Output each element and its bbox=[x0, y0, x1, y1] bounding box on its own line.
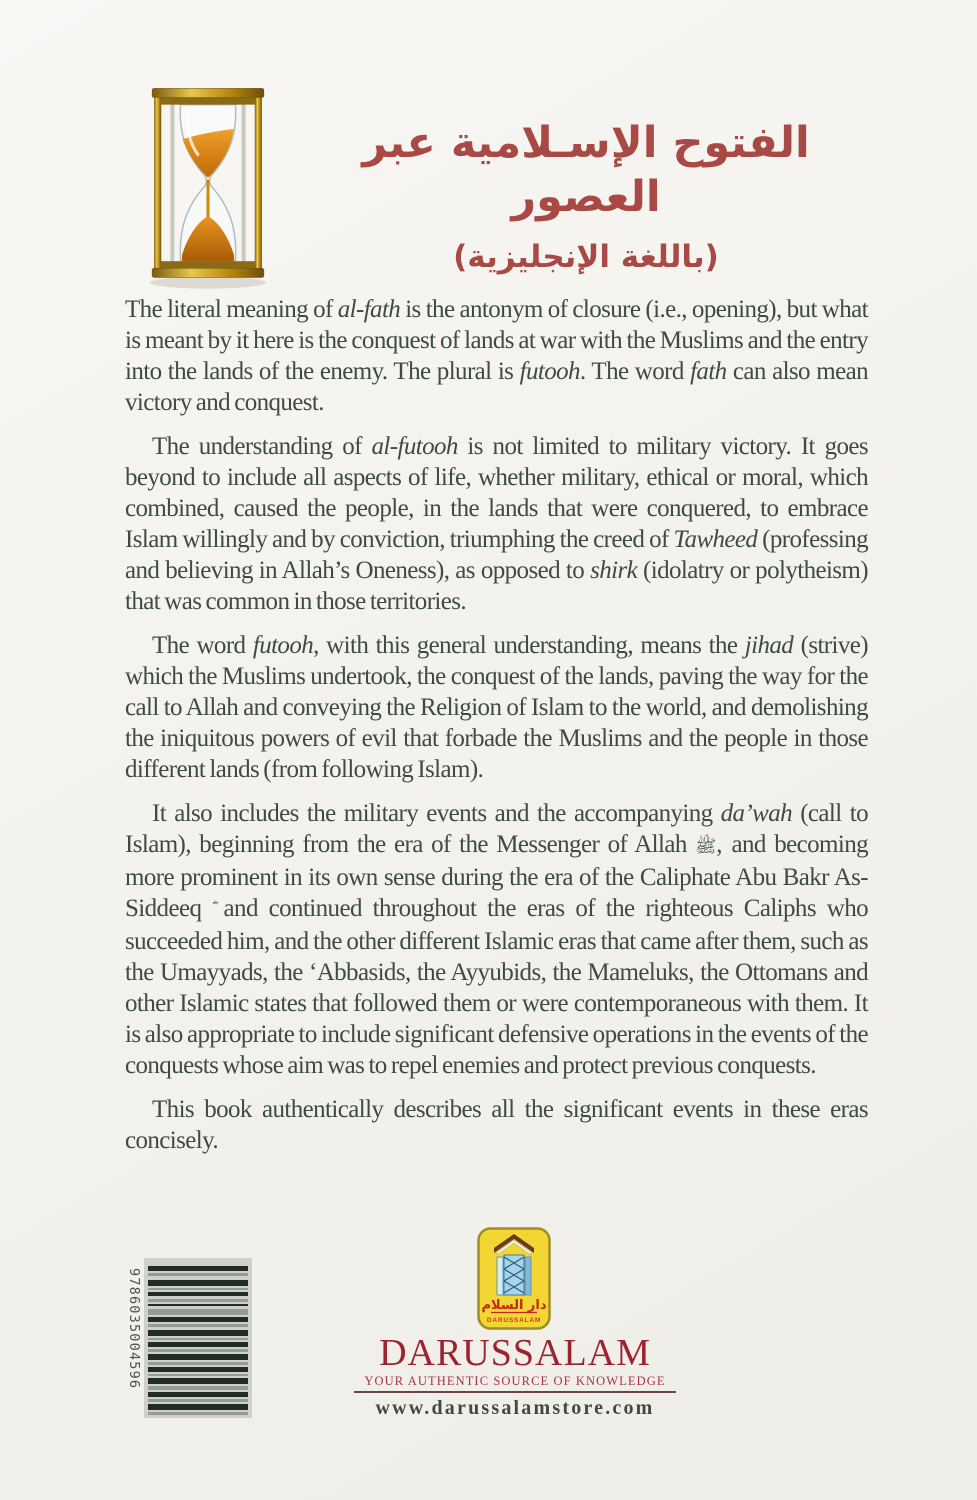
text-run: (idolatry or polytheism) that was common in those territories. bbox=[125, 557, 869, 615]
text-run: The understanding of bbox=[152, 433, 372, 460]
text-run: and continued throughout the eras of the righteous Caliphs who succeeded him, and the other different Islamic eras that came after them, such as the Umayyads, the ‘Abbasids, the Ayyubids, the Mameluks, the Ottomans and other Islamic states that followed them or were contemporaneous with them. It is also appropriate to include significant defensive operations in the events of the conquests whose aim was to repel enemies and protect previous conquests. bbox=[125, 895, 869, 1079]
publisher-tagline: YOUR AUTHENTIC SOURCE OF KNOWLEDGE bbox=[354, 1375, 676, 1393]
text-run: The literal meaning of bbox=[125, 296, 338, 323]
publisher-block bbox=[354, 1334, 676, 1419]
paragraph bbox=[125, 431, 868, 617]
italic-term: futooh bbox=[252, 632, 314, 659]
italic-term: al-fath bbox=[337, 296, 401, 323]
italic-term: da’wah bbox=[720, 800, 793, 827]
text-run: (call to Islam), beginning from the era of the Messenger of Allah bbox=[125, 800, 868, 858]
text-run: (strive) which the Muslims undertook, the conquest of the lands, paving the way for the call to Allah and conveying the Religion of Islam to the world, and demolishing the iniquitous powers of evil that forbade the Muslims and the people in those different lands (from following Islam). bbox=[125, 632, 868, 783]
text-run: . The word bbox=[579, 358, 691, 385]
publisher-name: DARUSSALAM bbox=[379, 1332, 651, 1374]
italic-term: al-futooh bbox=[371, 433, 458, 460]
italic-term: Tawheed bbox=[673, 526, 758, 553]
italic-term: futooh bbox=[519, 358, 580, 385]
text-run: It also includes the military events and the accompanying bbox=[152, 800, 721, 827]
italic-term: shirk bbox=[590, 557, 638, 584]
publisher-website: www.darussalamstore.com bbox=[375, 1397, 655, 1419]
hourglass-icon bbox=[146, 86, 270, 290]
page-title-arabic: الفتوح الإسـلامية عبر العصور bbox=[362, 118, 810, 222]
barcode bbox=[118, 1256, 258, 1426]
paragraph bbox=[125, 630, 868, 785]
text-run: (professing and believing in Allah’s Oneness), as opposed to bbox=[125, 526, 868, 584]
italic-term: jihad bbox=[744, 632, 794, 659]
title-block bbox=[350, 116, 822, 278]
honorific-symbol: ﷺ bbox=[695, 836, 717, 856]
description-paragraphs bbox=[125, 294, 868, 1169]
barcode-number: 9786035004596 bbox=[126, 1268, 142, 1390]
text-run: , and becoming more prominent in its own sense during the era of the Caliphate Abu Bakr As-Siddeeq bbox=[125, 831, 868, 922]
text-run: is the antonym of closure (i.e., opening), but what is meant by it here is the conquest of lands at war with the Muslims and the entry into the lands of the enemy. The plural is bbox=[125, 296, 868, 385]
page-subtitle-arabic: (باللغة الإنجليزية) bbox=[453, 239, 719, 275]
text-run: is not limited to military victory. It goes beyond to include all aspects of life, whether military, ethical or moral, which combined, caused the people, in the lands that were conquered, to embrace Islam willingly and by conviction, triumphing the creed of bbox=[125, 433, 868, 553]
badge-wordmark: DARUSSALAM bbox=[486, 1317, 542, 1324]
text-run: , with this general understanding, means the bbox=[313, 632, 745, 659]
italic-term: fath bbox=[690, 358, 727, 385]
text-run: The word bbox=[152, 632, 253, 659]
publisher-badge-icon bbox=[477, 1227, 551, 1330]
paragraph bbox=[125, 1094, 868, 1156]
text-run: This book authentically describes all the significant events in these eras concisely. bbox=[125, 1096, 868, 1154]
text-run: can also mean victory and conquest. bbox=[125, 358, 868, 416]
paragraph bbox=[125, 798, 868, 1081]
paragraph bbox=[125, 294, 868, 418]
badge-arabic-calligraphy: دار السلام bbox=[481, 1298, 547, 1313]
